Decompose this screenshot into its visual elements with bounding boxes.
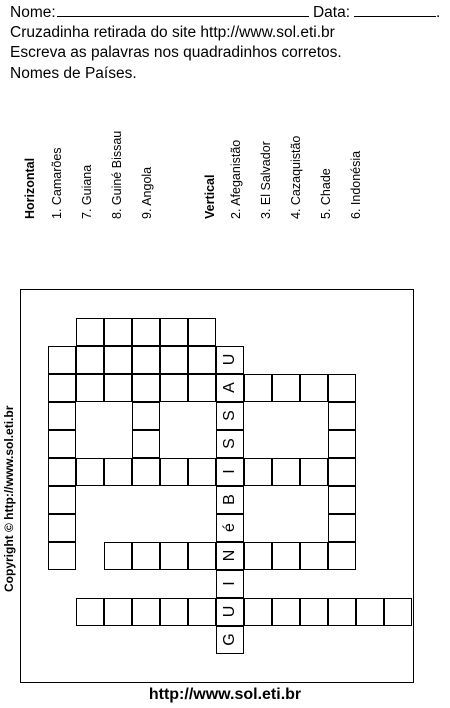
grid-cell[interactable] bbox=[104, 346, 132, 374]
grid-cell[interactable] bbox=[216, 346, 244, 374]
grid-cell[interactable] bbox=[104, 458, 132, 486]
topic-line: Nomes de Países. bbox=[10, 65, 137, 82]
grid-cell[interactable] bbox=[160, 598, 188, 626]
grid-cell[interactable] bbox=[244, 374, 272, 402]
grid-cell[interactable] bbox=[188, 318, 216, 346]
grid-cell[interactable] bbox=[216, 598, 244, 626]
grid-cell[interactable] bbox=[300, 458, 328, 486]
grid-cell[interactable] bbox=[76, 346, 104, 374]
grid-cell[interactable] bbox=[272, 458, 300, 486]
clue-vertical-2: 2. Afeganistão bbox=[229, 139, 243, 219]
grid-cell[interactable] bbox=[132, 542, 160, 570]
copyright-text: Copyright © http://www.sol.eti.br bbox=[2, 405, 16, 592]
grid-cell-letter: G bbox=[220, 633, 238, 646]
grid-cell[interactable] bbox=[132, 374, 160, 402]
grid-cell[interactable] bbox=[132, 318, 160, 346]
grid-cell[interactable] bbox=[328, 402, 356, 430]
grid-cell-letter: S bbox=[220, 410, 238, 421]
grid-cell[interactable] bbox=[160, 374, 188, 402]
grid-cell[interactable] bbox=[132, 430, 160, 458]
grid-cell[interactable] bbox=[48, 458, 76, 486]
grid-cell-letter: I bbox=[220, 581, 238, 586]
grid-cell[interactable] bbox=[328, 458, 356, 486]
grid-cell[interactable] bbox=[188, 346, 216, 374]
grid-cell[interactable] bbox=[328, 514, 356, 542]
grid-cell[interactable] bbox=[76, 318, 104, 346]
clue-vertical-6: 6. Indonésia bbox=[349, 150, 363, 219]
name-blank[interactable] bbox=[57, 2, 309, 17]
grid-cell[interactable] bbox=[300, 542, 328, 570]
date-blank[interactable] bbox=[354, 2, 436, 17]
grid-cell[interactable] bbox=[48, 346, 76, 374]
clue-horizontal-1: 1. Camarões bbox=[50, 147, 64, 219]
grid-cell-letter: U bbox=[220, 605, 238, 618]
grid-cell[interactable] bbox=[104, 374, 132, 402]
grid-cell[interactable] bbox=[244, 542, 272, 570]
grid-cell[interactable] bbox=[272, 598, 300, 626]
clue-heading-horizontal: Horizontal bbox=[23, 157, 37, 219]
date-end-period: . bbox=[436, 4, 441, 21]
grid-cell[interactable] bbox=[384, 598, 412, 626]
instruction-line: Escreva as palavras nos quadradinhos corretos. bbox=[10, 44, 342, 61]
grid-cell[interactable] bbox=[244, 598, 272, 626]
grid-cell-letter: U bbox=[220, 353, 238, 366]
grid-cell[interactable] bbox=[272, 374, 300, 402]
grid-cell[interactable] bbox=[216, 626, 244, 654]
grid-cell[interactable] bbox=[216, 542, 244, 570]
grid-cell[interactable] bbox=[48, 514, 76, 542]
grid-cell[interactable] bbox=[356, 598, 384, 626]
grid-cell[interactable] bbox=[216, 486, 244, 514]
grid-cell[interactable] bbox=[48, 402, 76, 430]
date-label: Data: bbox=[312, 4, 351, 21]
grid-cell[interactable] bbox=[216, 402, 244, 430]
grid-cell[interactable] bbox=[188, 598, 216, 626]
grid-cell-letter: I bbox=[220, 469, 238, 474]
name-date-line bbox=[10, 2, 440, 22]
grid-cell[interactable] bbox=[160, 542, 188, 570]
clue-horizontal-8: 8. Guiné Bissau bbox=[110, 130, 124, 219]
grid-cell[interactable] bbox=[216, 570, 244, 598]
clue-vertical-4: 4. Cazaquistão bbox=[289, 135, 303, 219]
grid-cell[interactable] bbox=[104, 542, 132, 570]
grid-cell[interactable] bbox=[328, 430, 356, 458]
grid-cell[interactable] bbox=[48, 430, 76, 458]
source-line: Cruzadinha retirada do site http://www.sol.eti.br bbox=[10, 24, 335, 41]
grid-cell-letter: B bbox=[220, 494, 238, 505]
grid-cell[interactable] bbox=[132, 458, 160, 486]
grid-cell[interactable] bbox=[216, 458, 244, 486]
grid-cell[interactable] bbox=[160, 318, 188, 346]
clue-heading-vertical: Vertical bbox=[203, 174, 217, 219]
grid-cell[interactable] bbox=[328, 374, 356, 402]
clue-horizontal-9: 9. Angola bbox=[140, 166, 154, 219]
grid-cell[interactable] bbox=[76, 458, 104, 486]
grid-cell[interactable] bbox=[104, 598, 132, 626]
grid-cell[interactable] bbox=[328, 486, 356, 514]
grid-cell-letter: é bbox=[220, 523, 238, 532]
clue-horizontal-7: 7. Guiana bbox=[80, 164, 94, 219]
grid-cell[interactable] bbox=[188, 542, 216, 570]
grid-cell-letter: S bbox=[220, 438, 238, 449]
grid-cell[interactable] bbox=[300, 598, 328, 626]
clue-vertical-3: 3. El Salvador bbox=[259, 141, 273, 219]
grid-cell[interactable] bbox=[132, 598, 160, 626]
grid-cell[interactable] bbox=[188, 374, 216, 402]
grid-cell[interactable] bbox=[160, 458, 188, 486]
grid-cell[interactable] bbox=[216, 374, 244, 402]
grid-cell[interactable] bbox=[300, 374, 328, 402]
grid-cell[interactable] bbox=[48, 542, 76, 570]
footer-url: http://www.sol.eti.br bbox=[148, 686, 302, 703]
grid-cell[interactable] bbox=[48, 374, 76, 402]
grid-cell[interactable] bbox=[216, 430, 244, 458]
grid-cell-letter: A bbox=[220, 382, 238, 393]
grid-cell[interactable] bbox=[272, 542, 300, 570]
name-label: Nome: bbox=[10, 4, 56, 21]
grid-cell[interactable] bbox=[104, 318, 132, 346]
grid-cell-letter: N bbox=[220, 549, 238, 562]
grid-cell[interactable] bbox=[244, 458, 272, 486]
grid-cell[interactable] bbox=[76, 374, 104, 402]
clue-vertical-5: 5. Chade bbox=[319, 168, 333, 219]
grid-cell[interactable] bbox=[160, 346, 188, 374]
grid-cell[interactable] bbox=[132, 402, 160, 430]
grid-cell[interactable] bbox=[188, 458, 216, 486]
grid-cell[interactable] bbox=[216, 514, 244, 542]
grid-cell[interactable] bbox=[132, 346, 160, 374]
grid-cell[interactable] bbox=[48, 486, 76, 514]
grid-cell[interactable] bbox=[328, 542, 356, 570]
grid-cell[interactable] bbox=[76, 598, 104, 626]
grid-cell[interactable] bbox=[328, 598, 356, 626]
